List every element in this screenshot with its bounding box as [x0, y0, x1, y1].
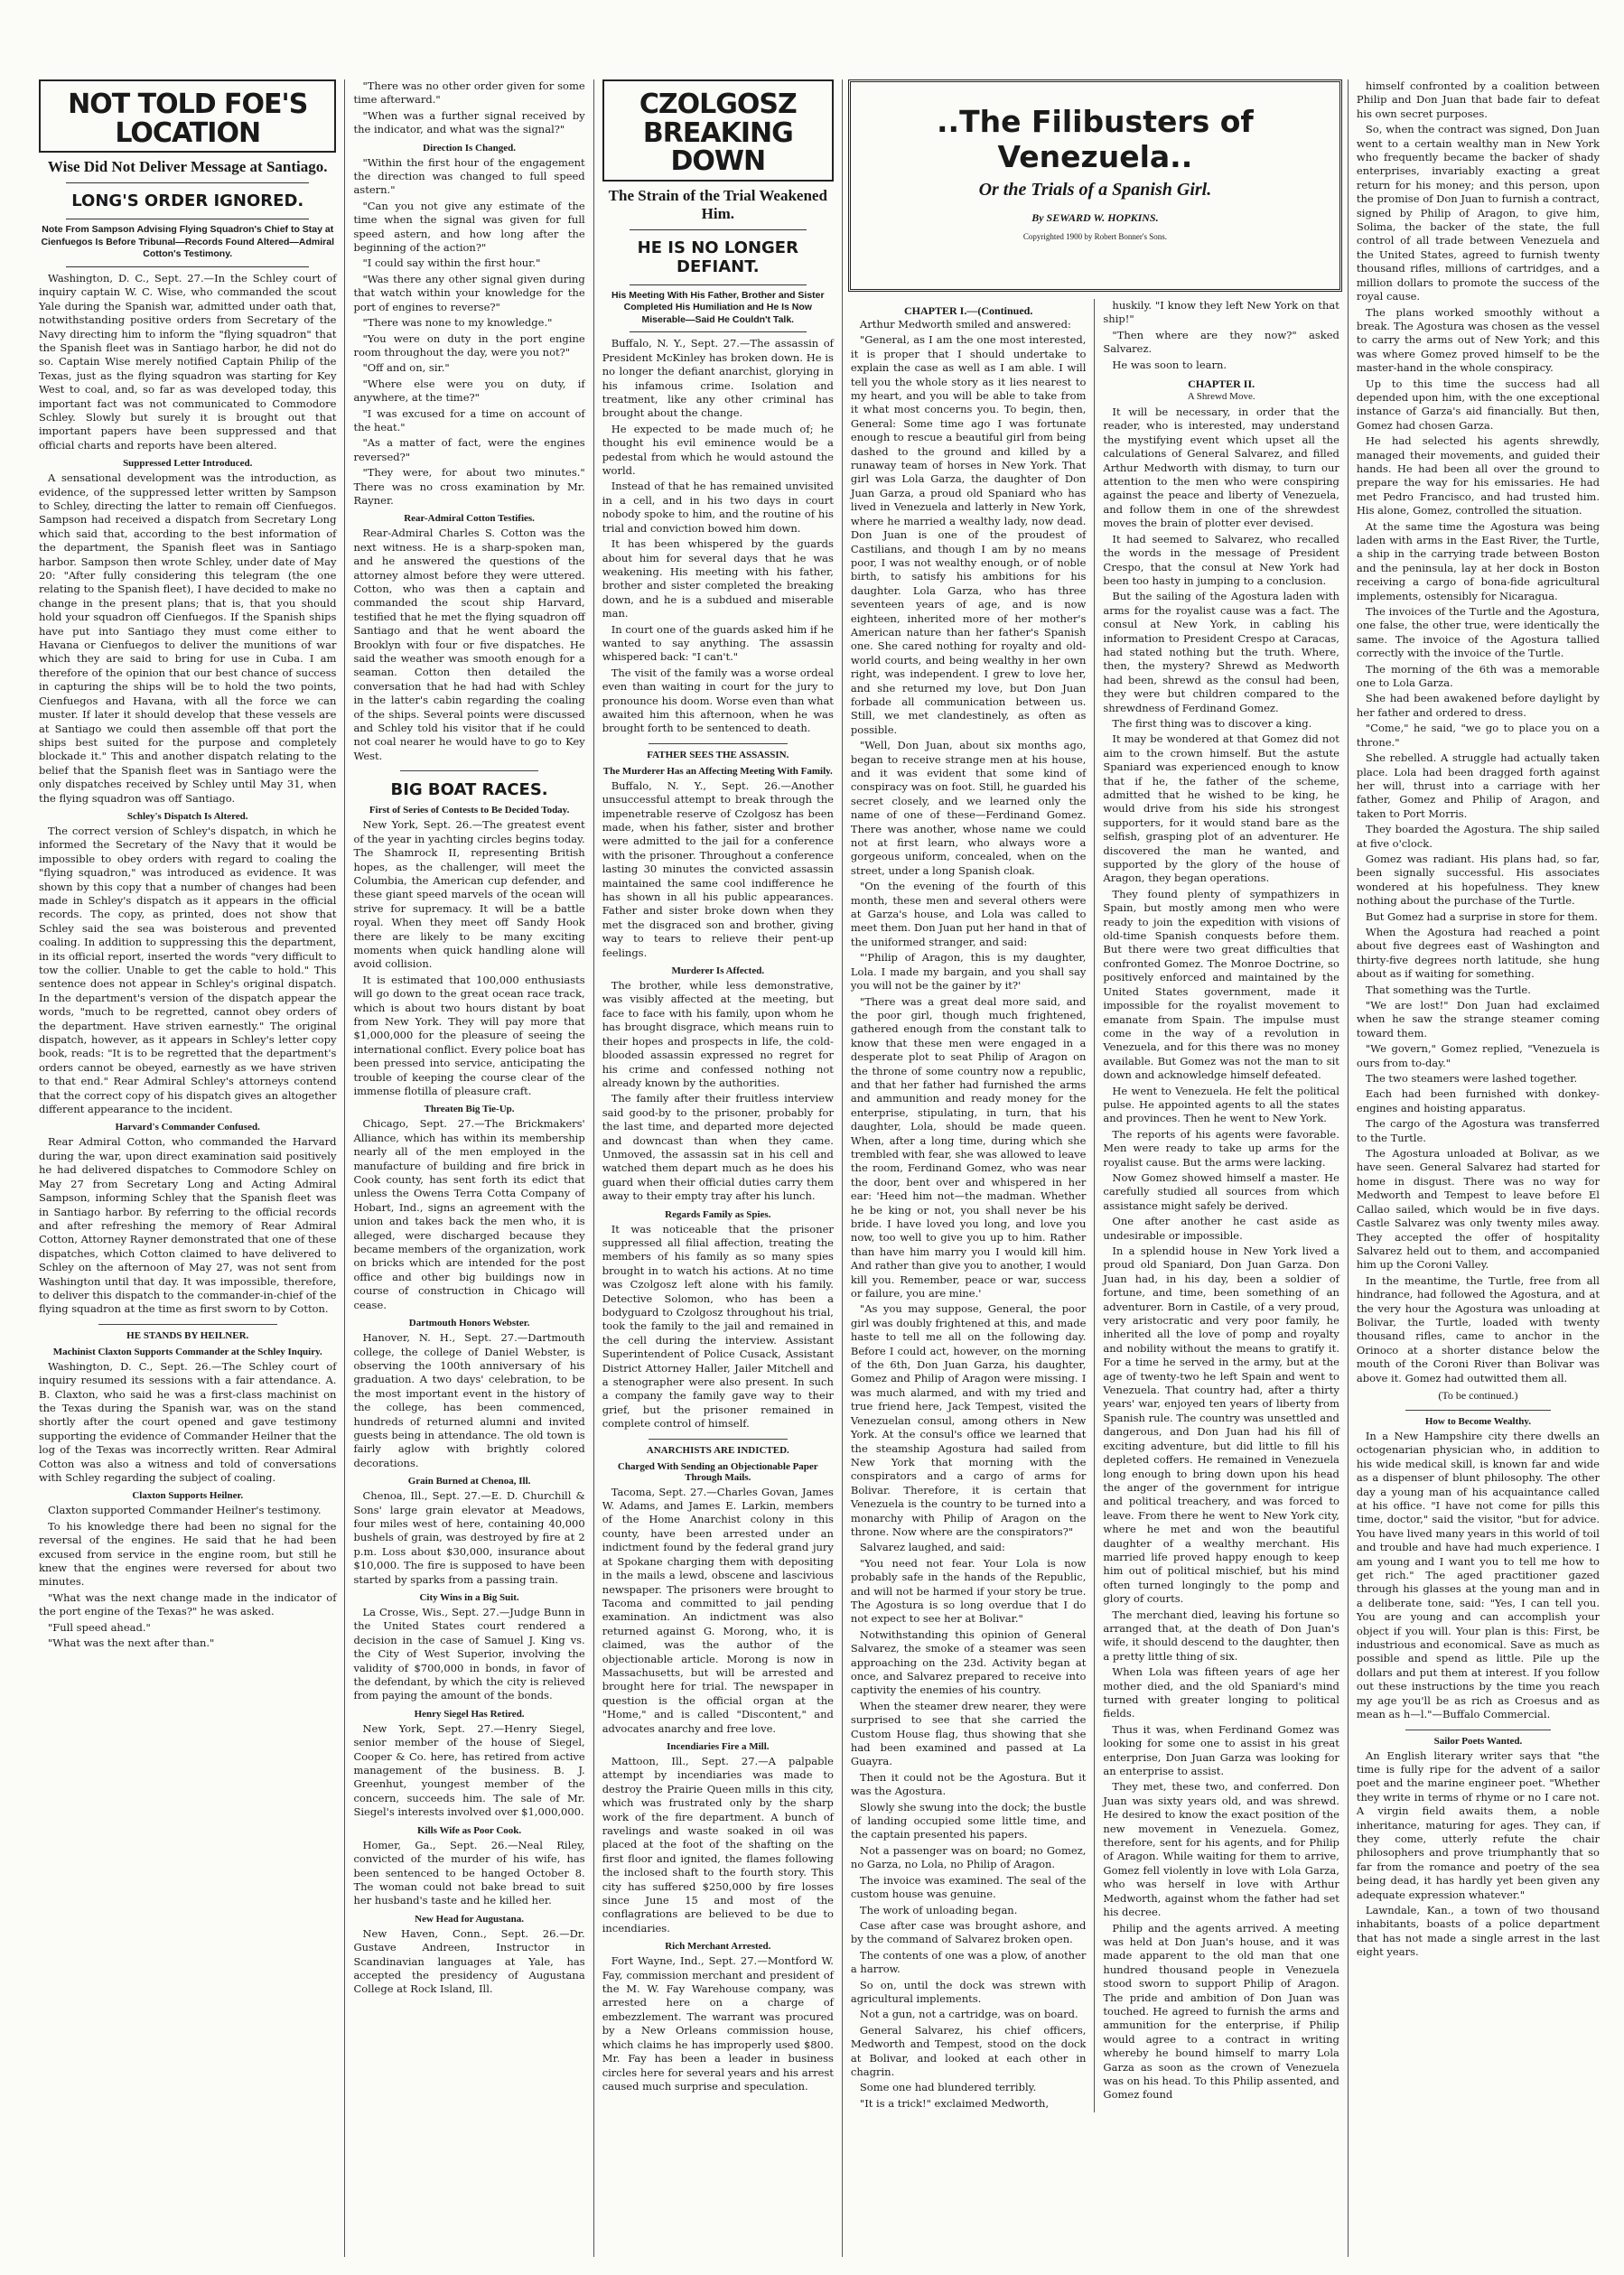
serial-title: ..The Filibusters of Venezuela.. [937, 104, 1254, 174]
serial-banner [848, 79, 1342, 292]
paragraph: "Then where are they now?" asked Salvarez. [1103, 328, 1339, 356]
paragraph: He had selected his agents shrewdly, managed their movements, and guided their hands. He had been all over the ground to prepare the way for his emissaries. He had met Pedro Francisco, and had trusted him. His alone, Gomez, controlled the situation. [1356, 434, 1600, 517]
paragraph: The work of unloading began. [859, 1903, 1018, 1916]
paragraph: In court one of the guards asked him if he wanted to say anything. The assassin whispered back: "I can't." [602, 622, 834, 664]
subhead: Schley's Dispatch Is Altered. [126, 810, 248, 822]
paragraph: Rear Admiral Cotton, who commanded the Harvard during the war, upon direct examination said positively he had delivered dispatches to Commodore Schley on May 27 from Secretary Long and Acting Admiral Sampson, informing Schley that the Spanish fleet was in Santiago harbor. By referring to the official records and after refreshing the memory of Rear Admiral Cotton, Attorney Rayner demonstrated that one of these dispatches, which Cotton claimed to have delivered to Schley on the afternoon of May 27, was not sent from Washington until that day. It was impossible, therefore, to deliver this dispatch to the commander-in-chief of the flying squadron at the time as first sworn to by Cotton. [39, 1135, 337, 1316]
paragraph: "General, as I am the one most interested, it is proper that I should undertake to explain the case as well as I am able. I will tell you the whole story as it lies nearest to my heart, and you will be able to take from it what most concerns you. To begin, then, General: Some time ago I was fortunate enough to rescue a beautiful girl from being dashed to the ground and killed by a runaway team of horses in New York. That girl was Lola Garza, the daughter of Don Juan Garza, a proud old Spaniard who has lived in Venezuela and latterly in New York, where he married a wealthy lady, now dead. Don Juan is one of the proudest of Castilians, and though I am by no means poor, I was not wealthy enough, or of noble birth, to satisfy his ambitions for his daughter. Lola Garza, who has three seventeen years of age, and is now eighteen, inherited more of her mother's American nature than her father's Spanish one. She cared nothing for royalty and old-world courts, and being wealthy in her own right, was independent. I grew to love her, and she returned my love, but Don Juan forbade all communication between us. Still, we met clandestinely, as often as possible. [850, 333, 1087, 736]
paragraph: The brother, while less demonstrative, was visibly affected at the meeting, but face to face with his family, upon whom he has brought disgrace, which means ruin to their hopes and prospects in life, the cold-blooded assassin expressed no regret for his crime and confessed nothing not already known by the authorities. [602, 979, 834, 1089]
paragraph: Case after case was brought ashore, and by the command of Salvarez broken open. [850, 1918, 1087, 1946]
to-be-continued: (To be continued.) [1438, 1388, 1518, 1402]
paragraph: "When was a further signal received by the indicator, and what was the signal?" [353, 108, 585, 136]
paragraph: When Lola was fifteen years of age her mother died, and the old Spaniard's mind turned with greater longing to political fields. [1103, 1665, 1339, 1720]
paragraph: At the same time the Agostura was being laden with arms in the East River, the Turtle, a ship in the carrying trade between Boston and the peninsula, lay at her dock in Boston receiving a cargo of bona-fide agricultural implements, ostensibly for Nicaragua. [1356, 519, 1600, 602]
paragraph: So, when the contract was signed, Don Juan went to a certain wealthy man in New York who frequently became the backer of shady enterprises, invariably exacting a great return for his money; and this person, upon the promise of Don Juan to furnish a contract, signed by Philip of Aragon, to give him, Solima, the backer of the state, the full control of all trade between Venezuela and the United States, agreed to furnish twenty thousand rifles, millions of cartridges, and a million dollars to promote the success of the royal cause. [1356, 123, 1600, 303]
paragraph: New York, Sept. 27.—Henry Siegel, senior member of the house of Siegel, Cooper & Co. here, has retired from active management of the business. B. J. Greenhut, youngest member of the concern, succeeds him. The sale of Mr. Siegel's interests involved over $1,000,000. [353, 1721, 585, 1819]
serial-column-b [1095, 299, 1347, 2112]
paragraph: "Come," he said, "we go to place you on a throne." [1356, 722, 1600, 749]
paragraph: "On the evening of the fourth of this month, these men and several others were at Garza's house, and Lola was called to meet them. Don Juan put her hand in that of the uniformed stranger, and said: [850, 880, 1087, 948]
subhead: HE STANDS BY HEILNER. [126, 1329, 249, 1341]
deck: LONG'S ORDER IGNORED. [71, 191, 304, 210]
column-news-briefs [345, 79, 593, 2257]
serial-column-a [843, 299, 1095, 2112]
deck: HE IS NO LONGER DEFIANT. [637, 238, 798, 276]
paragraph: Mattoon, Ill., Sept. 27.—A palpable attempt by incendiaries was made to destroy the Prairie Queen mills in this city, which was frustrated only by the sharp work of the fire department. A bunch of ravelings and waste soaked in oil was placed at the foot of the shafting on the first floor and ignited, the flames following the inclosed shaft to the fourth story. This city has suffered $250,000 by fire losses since June 15 and most of the conflagrations are believed to be due to incendiaries. [602, 1754, 834, 1935]
paragraph: It has been whispered by the guards about him for several days that he was weakening. His meeting with his father, brother and sister completed the breaking down, and he is a subdued and miserable man. [602, 537, 834, 620]
subhead: FATHER SEES THE ASSASSIN. [647, 749, 789, 760]
deck: The Strain of the Trial Weakened Him. [608, 186, 827, 222]
paragraph: Lawndale, Kan., a town of two thousand inhabitants, boasts of a police department that has not made a single arrest in the last eight years. [1356, 1903, 1600, 1959]
paragraph: The family after their fruitless interview said good-by to the prisoner, probably for the last time, and departed more dejected and downcast than when they came. Unmoved, the assassin sat in his cell and watched them depart much as he does his guard when their official duties carry them away to their empty tray after his lunch. [602, 1092, 834, 1203]
paragraph: Salvarez laughed, and said: [859, 1541, 1005, 1554]
paragraph: "Was there any other signal given during that watch within your knowledge for the port of engines to reverse?" [353, 272, 585, 313]
serial-subtitle: Or the Trials of a Spanish Girl. [978, 180, 1212, 200]
sub-deck: Note From Sampson Advising Flying Squadron's Chief to Stay at Cienfuegos Is Before Tribunal—Records Found Altered—Admiral Cotton's Testimony. [41, 224, 335, 260]
paragraph: She had been awakened before daylight by her father and ordered to dress. [1356, 692, 1600, 719]
subhead: First of Series of Contests to Be Decided Today. [369, 805, 570, 816]
paragraph: "Full speed ahead." [48, 1620, 151, 1634]
paragraph: Up to this time the success had all depended upon him, with the one exceptional instance of Garza's aid financially. But then, Gomez had chosen Garza. [1356, 377, 1600, 432]
subhead: Kills Wife as Poor Cook. [416, 1824, 522, 1836]
paragraph: That something was the Turtle. [1365, 983, 1531, 996]
paragraph: Slowly she swung into the dock; the bustle of landing occupied some little time, and the captain presented his papers. [850, 1800, 1087, 1841]
subhead: Direction Is Changed. [423, 142, 516, 154]
paragraph: "You were on duty in the port engine room throughout the day, were you not?" [353, 331, 585, 359]
subhead: Rich Merchant Arrested. [665, 1941, 771, 1953]
paragraph: Gomez was radiant. His plans had, so far, been signally successful. His associates wondered at his hopefulness. They knew nothing about the purchase of the Turtle. [1356, 852, 1600, 908]
subhead: Charged With Sending an Objectionable Paper Through Mails. [617, 1460, 818, 1483]
paragraph: But Gomez had a surprise in store for them. [1365, 909, 1598, 923]
chapter-subtitle: A Shrewd Move. [1187, 391, 1255, 403]
paragraph: The cargo of the Agostura was transferred to the Turtle. [1356, 1117, 1600, 1144]
paragraph: One after another he cast aside as undesirable or impossible. [1103, 1215, 1339, 1242]
column-serial-story [843, 79, 1349, 2257]
paragraph: himself confronted by a coalition between Philip and Don Juan that bade fair to defeat his own secret purposes. [1356, 79, 1600, 120]
paragraph: They found plenty of sympathizers in Spain, but mostly among men who were ready to join the expedition with visions of old-time Spanish conquests before them. But there were two great difficulties that confronted Gomez. The Monroe Doctrine, so positively enforced and maintained by the United States government, made it impossible for the royalist movement to emanate from Spain. The impulse must come in the way of a revolution in Venezuela, and for this there was no money available. But Gomez was not the man to sit down and acknowledge himself defeated. [1103, 887, 1339, 1082]
paragraph: Instead of that he has remained unvisited in a cell, and in his two days in court nobody spoke to him, and the routine of his trial and conviction bowed him down. [602, 480, 834, 535]
paragraph: "We are lost!" Don Juan had exclaimed when he saw the strange steamer coming toward them. [1356, 999, 1600, 1040]
paragraph: A sensational development was the introduction, as evidence, of the suppressed letter written by Sampson to Schley, directing the latter to remain off Cienfuegos. Sampson had received a dispatch from Secretary Long which said that, according to the best information of the department, the Spanish fleet was in Santiago harbor. Sampson then wrote Schley, under date of May 20: "After fully considering this telegram (the one relating to the Spanish fleet), I have decided to make no change in the present plans; that is, that you should hold your squadron off Cienfuegos. If the Spanish ships have put into Santiago they must come either to Havana or Cienfuegos to deliver the munitions of war which they are said to bring for use in Cuba. I am therefore of the opinion that our best chance of success in capturing the ships will be to hold the two points, Cienfuegos and Havana, with all the force we can muster. If later it should develop that these vessels are at Santiago we could then assemble off that port the ships best suited for the purpose and completely blockade it." This and another dispatch relating to the belief that the Spanish fleet was in Santiago were the only dispatches received by Schley until May 31, when the flying squadron was off Santiago. [39, 471, 337, 805]
subhead: Murderer Is Affected. [671, 965, 765, 977]
paragraph: He went to Venezuela. He felt the political pulse. He appointed agents to all the states and provinces. Then he went to New York. [1103, 1084, 1339, 1125]
copyright: Copyrighted 1900 by Robert Bonner's Sons. [1022, 232, 1167, 241]
paragraph: It may be wondered at that Gomez did not aim to the crown himself. But the astute Spaniard was experienced enough to know that if he, the father of the scheme, admitted that he wished to be king, he would drive from his side his strongest supporters, for it would stand bare as the selfish, grasping plot of an adventurer. He discovered the man he wanted, and supported by the glory of the house of Aragon, they began operations. [1103, 732, 1339, 885]
paragraph: Rear-Admiral Charles S. Cotton was the next witness. He is a sharp-spoken man, and he answered the questions of the attorney almost before they were uttered. Cotton, who was then a captain and commanded the scout ship Harvard, testified that he met the flying squadron off Santiago and that he went aboard the Brooklyn with four or five dispatches. He said the weather was smooth enough for a seaman. Cotton then detailed the conversation that he had had with Schley in the latter's cabin regarding the coaling of the ships. Several points were discussed and Schley told his visitor that if he could not coal nearer he would have to go to Key West. [353, 527, 585, 762]
headline: BIG BOAT RACES. [390, 780, 548, 800]
paragraph: Then it could not be the Agostura. But it was the Agostura. [850, 1770, 1087, 1798]
subhead: Suppressed Letter Introduced. [123, 458, 253, 470]
subhead: How to Become Wealthy. [1424, 1415, 1531, 1427]
paragraph: "Off and on, sir." [362, 361, 450, 375]
paragraph: The invoice was examined. The seal of the custom house was genuine. [850, 1873, 1087, 1901]
column-schley-inquiry [31, 79, 345, 2257]
paragraph: Buffalo, N. Y., Sept. 26.—Another unsuccessful attempt to break through the impenetrable reserve of Czolgosz has been made, when his father, sister and brother were admitted to the jail for a conference with the prisoner. Throughout a conference lasting 30 minutes the convicted assassin maintained the same cool indifference he has shown in all his public appearances. Father and sister broke down when they met the disgraced son and brother, giving way to tears to relieve their pent-up feelings. [602, 779, 834, 959]
paragraph: It was noticeable that the prisoner suppressed all filial affection, treating the members of his family as so many spies brought in to watch his actions. At no time was Czolgosz left alone with his family. Detective Solomon, who has been a bodyguard to Czolgosz throughout his trial, took the family to the jail and remained in the cell during the interview. Assistant Superintendent of Police Cusack, Assistant District Attorney Haller, Jailer Mitchell and a stenographer were also present. In such a company the family gave way to their grief, but the prisoner remained in complete control of himself. [602, 1222, 834, 1431]
paragraph: She rebelled. A struggle had actually taken place. Lola had been dragged forth against her will, thrust into a carriage with her father, Gomez and Philip of Aragon, and taken to Port Morris. [1356, 751, 1600, 820]
column-czolgosz [594, 79, 843, 2257]
subhead: Threaten Big Tie-Up. [424, 1104, 515, 1115]
paragraph: Tacoma, Sept. 27.—Charles Govan, James W. Adams, and James E. Larkin, members of the Home Anarchist colony in this county, have been arrested under an indictment found by the federal grand jury at Spokane charging them with depositing in the mails a lewd, obscene and lascivious newspaper. The prisoners were brought to Tacoma and committed to jail pending examination. An indictment was also returned against G. Morong, who, it is claimed, was the author of the objectionable article. Morong is now in Massachusetts, but will be arrested and brought here for trial. The newspaper in question is the official organ at the "Home," and is called "Discontent," and advocates anarchy and free love. [602, 1485, 834, 1735]
paragraph: Thus it was, when Ferdinand Gomez was looking for some one to assist in his great enterprise, Don Juan Garza was looking for an enterprise to assist. [1103, 1722, 1339, 1778]
paragraph: Notwithstanding this opinion of General Salvarez, the smoke of a steamer was seen approaching on the 23d. Activity began at once, and Salvarez prepared to receive into captivity the enemies of his country. [850, 1627, 1087, 1697]
paragraph: General Salvarez, his chief officers, Medworth and Tempest, stood on the dock at Bolivar, and looked at each other in chagrin. [850, 2023, 1087, 2078]
paragraph: An English literary writer says that "the time is fully ripe for the advent of a sailor poet and the marine engineer poet. "Whether they write in terms of rhyme or no I care not. A virgin field awaits them, a noble inheritance, maturing for ages. They can, if they come, utterly refute the chair philosophers and prove triumphantly that so far from the romance and poetry of the sea being dead, it has hardly yet been given any adequate expression whatever." [1356, 1748, 1600, 1901]
subhead: ANARCHISTS ARE INDICTED. [646, 1444, 789, 1456]
paragraph: Homer, Ga., Sept. 26.—Neal Riley, convicted of the murder of his wife, has been sentenced to be hanged October 8. The woman could not bake bread to suit her husband's taste and he killed her. [353, 1838, 585, 1907]
paragraph: "There was no other order given for some time afterward." [353, 79, 585, 107]
paragraph: Fort Wayne, Ind., Sept. 27.—Montford W. Fay, commission merchant and president of the M. W. Fay Warehouse company, was arrested here on a charge of embezzlement. The warrant was procured by a New Orleans commission house, which claims he has improperly used $800. Mr. Fay has been a leader in business circles here for several years and his arrest caused much surprise and speculation. [602, 1954, 834, 2093]
paragraph: "Within the first hour of the engagement the direction was changed to full speed astern." [353, 155, 585, 197]
paragraph: The Agostura unloaded at Bolivar, as we have seen. General Salvarez had started for home in disgust. There was no way for Medworth and Tempest to leave before El Callao sailed, which would be in five days. Castle Salvarez was only twenty miles away. They accepted the offer of hospitality Salvarez held out to them, and accompanied him up the Coroni Valley. [1356, 1147, 1600, 1272]
paragraph: "You need not fear. Your Lola is now probably safe in the hands of the Republic, and will not be harmed if your story be true. The Agostura is so long overdue that I do not expect to see her at Bolivar." [850, 1556, 1087, 1626]
paragraph: "Can you not give any estimate of the time when the signal was given for full speed astern, and how long after the beginning of the action?" [353, 199, 585, 255]
paragraph: huskily. "I know they left New York on that ship!" [1103, 299, 1339, 326]
paragraph: It will be necessary, in order that the reader, who is interested, may understand the mystifying event which upset all the calculations of General Salvarez, and filled Arthur Medworth with dismay, to turn our attention to the men who were conspiring against the peace and liberty of Venezuela, and follow them in one of the shrewdest moves the brain of plotter ever devised. [1103, 406, 1339, 530]
paragraph: To his knowledge there had been no signal for the reversal of the engines. He said that he had been excused from service in the engine room, but still he knew that the engines were reversed for about two minutes. [39, 1519, 337, 1589]
byline: By SEWARD W. HOPKINS. [1031, 211, 1159, 224]
paragraph: "I could say within the first hour." [362, 256, 541, 270]
paragraph: The merchant died, leaving his fortune so arranged that, at the death of Don Juan's wife, it should descend to the daughter, then a pretty little thing of six. [1103, 1608, 1339, 1663]
deck: Wise Did Not Deliver Message at Santiago. [47, 158, 328, 175]
subhead: The Murderer Has an Affecting Meeting With Family. [602, 765, 833, 777]
paragraph: "As a matter of fact, were the engines reversed?" [353, 436, 585, 463]
headline: CZOLGOSZ BREAKING DOWN [639, 89, 797, 177]
paragraph: In a New Hampshire city there dwells an octogenarian physician who, in addition to his wide medical skill, is known far and wide as a dispenser of blunt philosophy. The other day a young man of his acquaintance called at his office. "I have not come for pills this time, doctor," said the visitor, "but for advice. You have lived many years in this world of toil and trouble and have had much experience. I am young and I want you to tell me how to get rich." The aged practitioner gazed through his glasses at the young man and in a deliberate tone, said: "Yes, I can tell you. You are young and can accomplish your object if you will. Your plan is this: First, be industrious and economical. Save as much as possible and spend as little. Pile up the dollars and put them at interest. If you follow out these instructions by the time you reach my age you'll be as rich as Croesus and as mean as h—l."—Buffalo Commercial. [1356, 1429, 1600, 1721]
paragraph: "It is a trick!" exclaimed Medworth, [859, 2096, 1050, 2110]
subhead: Dartmouth Honors Webster. [408, 1318, 530, 1329]
sub-deck: His Meeting With His Father, Brother and Sister Completed His Humiliation and He Is Now Miserable—Said He Couldn't Talk. [611, 289, 825, 325]
paragraph: "Where else were you on duty, if anywhere, at the time?" [353, 377, 585, 405]
paragraph: It had seemed to Salvarez, who recalled the words in the message of President Crespo, that the consul at New York had been too hasty in jumping to a conclusion. [1103, 532, 1339, 587]
paragraph: "What was the next after than." [48, 1636, 215, 1650]
paragraph: "There was none to my knowledge." [362, 316, 553, 330]
paragraph: Claxton supported Commander Heilner's testimony. [48, 1504, 322, 1517]
paragraph: When the Agostura had reached a point about five degrees east of Washington and thirty-five degrees north latitude, she hung about as if waiting for something. [1356, 925, 1600, 981]
subhead: Machinist Claxton Supports Commander at the Schley Inquiry. [52, 1346, 322, 1357]
paragraph: In the meantime, the Turtle, free from all hindrance, had followed the Agostura, and at the very hour the Agostura was unloading at Bolivar, the Turtle, loaded with twenty thousand rifles, came to anchor in the Orinoco at a shorter distance below the mouth of the Coroni River than Bolivar was above it. Gomez had outwitted them all. [1356, 1273, 1600, 1385]
paragraph: "Well, Don Juan, about six months ago, began to receive strange men at his house, and it was evident that some kind of conspiracy was on foot. Still, he guarded his secret closely, and we learned only the name of one of these—Ferdinand Gomez. There was another, whose name we could not at first learn, who always wore a gorgeous uniform, concealed, when on the street, under a long Spanish cloak. [850, 739, 1087, 877]
paragraph: Each had been furnished with donkey-engines and hoisting apparatus. [1356, 1087, 1600, 1114]
subhead: Rear-Admiral Cotton Testifies. [404, 513, 535, 525]
subhead: Grain Burned at Chenoa, Ill. [407, 1476, 531, 1487]
paragraph: "I was excused for a time on account of the heat." [353, 406, 585, 434]
column-serial-continued [1349, 79, 1608, 2257]
paragraph: Arthur Medworth smiled and answered: [859, 318, 1071, 331]
paragraph: "We govern," Gomez replied, "Venezuela is ours from to-day." [1356, 1042, 1600, 1069]
paragraph: But the sailing of the Agostura laden with arms for the royalist cause was a fact. The consul at New York, in cabling his information to President Crespo at Caracas, had stated nothing but the truth. Where, then, the mystery? Shrewd as Medworth had been, shrewd as the consul had been, they were but children compared to the shrewdness of Ferdinand Gomez. [1103, 590, 1339, 714]
chapter-heading: CHAPTER II. [1188, 378, 1255, 391]
paragraph: When the steamer drew nearer, they were surprised to see that she carried the Custom House flag, thus showing that she had been examined and passed at La Guayra. [850, 1699, 1087, 1768]
headline: NOT TOLD FOE'S LOCATION [68, 89, 308, 149]
subhead: Henry Siegel Has Retired. [414, 1708, 525, 1720]
paragraph: So on, until the dock was strewn with agricultural implements. [850, 1978, 1087, 2005]
headline-box [602, 79, 834, 182]
paragraph: The contents of one was a plow, of another a harrow. [850, 1948, 1087, 1976]
paragraph: La Crosse, Wis., Sept. 27.—Judge Bunn in the United States court rendered a decision in the case of Samuel J. King vs. the City of West Superior, involving the validity of $700,000 in bonds, in favor of the defendant, by which the city is relieved from paying the amount of the bonds. [353, 1606, 585, 1702]
paragraph: New York, Sept. 26.—The greatest event of the year in yachting circles begins today. The Shamrock II, representing British hopes, as the challenger, will meet the Columbia, the American cup defender, and these giant speed marvels of the ocean will strive for supremacy. It will be a battle royal. When they meet off Sandy Hook there are likely to be many exciting moments when quick handling alone will avoid collision. [353, 818, 585, 971]
paragraph: Chicago, Sept. 27.—The Brickmakers' Alliance, which has within its membership nearly all of the men employed in the manufacture of building and fire brick in Cook county, has sent forth its edict that unless the Owens Terra Cotta Company of Hobart, Ind., signs an agreement with the union and takes back the men who, it is alleged, were discharged because they became members of the organization, work on bricks which are intended for the post office and other big buildings now in course of construction in Chicago will cease. [353, 1117, 585, 1311]
paragraph: Now Gomez showed himself a master. He carefully studied all sources from which assistance might safely be derived. [1103, 1170, 1339, 1212]
paragraph: "As you may suppose, General, the poor girl was doubly frightened at this, and made haste to tell me all on the following day. Before I could act, however, on the morning of the 6th, Don Juan Garza, his daughter, Gomez and Philip of Aragon were missing. I was much alarmed, and with my tried and true friend here, Jack Tempest, visited the Venezuelan consul, among others in New York. At the consul's office we learned that the steamship Agostura had sailed from New York that morning with the conspirators and a cargo of arms for Bolivar. Therefore, it is certain that Venezuela is the country to be turned into a monarchy with Philip of Aragon on the throne. Now where are the conspirators?" [850, 1302, 1087, 1538]
paragraph: He expected to be made much of; he thought his evil eminence would be a pedestal from which he would astound the world. [602, 422, 834, 478]
paragraph: He was soon to learn. [1112, 358, 1227, 371]
paragraph: "There was a great deal more said, and the poor girl, though much frightened, gathered enough from the constant talk to know that these men were engaged in a desperate plot to seat Philip of Aragon on the throne of some country now a republic, and that her father had furnished the arms and ammunition and ready money for the enterprise, stipulating, in turn, that his daughter, Lola, should be made queen. When, after a long time, during which she trembled with fear, she was allowed to leave the room, Ferdinand Gomez, who was near the door, bent over and whispered in her ear: 'Heed him not—the madman. Whether he be king or not, you shall never be his bride. I have loved you long, and love you now, too well to give you up to him. Rather than have him marry you I would kill him. And rather than give you to another, I would kill you. Remember, peace or war, success or failure, you are mine.' [850, 994, 1087, 1301]
paragraph: The first thing was to discover a king. [1112, 716, 1312, 730]
headline-box [39, 79, 336, 153]
subhead: Harvard's Commander Confused. [115, 1122, 260, 1133]
paragraph: The reports of his agents were favorable. Men were ready to take up arms for the royalist cause. But the arms were lacking. [1103, 1127, 1339, 1169]
paragraph: Not a passenger was on board; no Gomez, no Garza, no Lola, no Philip of Aragon. [850, 1843, 1087, 1871]
paragraph: In a splendid house in New York lived a proud old Spaniard, Don Juan Garza. Don Juan had, in his day, been a soldier of fortune, and time, been something of an adventurer. Born in Castile, of a very proud, very aristocratic and very poor family, he inherited all the love of pomp and royalty and nobility without the means to gratify it. For a time he served in the army, but at the age of twenty-two he left Spain and went to Venezuela. That country had, after a thirty years' war, enjoyed ten years of liberty from Spanish rule. The country was unsettled and dangerous, and Don Juan had his fill of exciting adventure, but did little to fill his depleted coffers. He remained in Venezuela long enough to bring down upon his head the anger of the government for intrigue and political treachery, and was forced to leave. From there he went to New York city, where he met and won the beautiful daughter of a wealthy merchant. His married life proved happy enough to keep him out of political mischief, but his mind often turned longingly to the pomp and glory of courts. [1103, 1245, 1339, 1606]
paragraph: Chenoa, Ill., Sept. 27.—E. D. Churchill & Sons' large grain elevator at Meadows, four miles west of here, containing 40,000 bushels of grain, was destroyed by fire at 2 p.m. Loss about $30,000, insurance about $10,000. The fire is supposed to have been started by sparks from a passing train. [353, 1489, 585, 1586]
subhead: Claxton Supports Heilner. [132, 1490, 244, 1502]
paragraph: The two steamers were lashed together. [1365, 1072, 1578, 1086]
paragraph: They met, these two, and conferred. Don Juan was sixty years old, and was shrewd. He desired to know the exact position of the new movement in Venezuela. Gomez, therefore, sent for his agents, and for Philip of Aragon. While waiting for them to arrive, Gomez fell violently in love with Lola Garza, who was herself in love with Arthur Medworth, against whom the father had set his decree. [1103, 1780, 1339, 1919]
paragraph: The plans worked smoothly without a break. The Agostura was chosen as the vessel to carry the arms out of New York; and this was where Gomez proved himself to be the master-hand in the whole conspiracy. [1356, 305, 1600, 375]
paragraph: Buffalo, N. Y., Sept. 27.—The assassin of President McKinley has broken down. He is no longer the defiant anarchist, glorying in his infamous crime. Isolation and treatment, like any other criminal has brought about the change. [602, 337, 834, 420]
paragraph: "What was the next change made in the indicator of the port engine of the Texas?" he was asked. [39, 1590, 337, 1618]
paragraph: Washington, D. C., Sept. 27.—In the Schley court of inquiry captain W. C. Wise, who commanded the scout Yale during the Spanish war, admitted under oath that, notwithstanding positive orders from Secretary of the Navy directing him to inform the "flying squadron" that the Spanish fleet was in Santiago harbor, he did not do so. Captain Wise merely notified Captain Philip of the Texas, just as the flying squadron was starting for Key West to coal, and, so far as was developed today, this important fact was not communicated to Commodore Schley. Slowly but surely it is brought out that important papers have been suppressed and that official charts and reports have been altered. [39, 271, 337, 452]
subhead: City Wins in a Big Suit. [419, 1592, 519, 1603]
paragraph: The invoices of the Turtle and the Agostura, one false, the other true, were identically the same. The invoice of the Agostura tallied correctly with the invoice of the Turtle. [1356, 605, 1600, 660]
paragraph: The visit of the family was a worse ordeal even than waiting in court for the jury to pronounce his doom. Worse even than what awaited him this afternoon, when he was brought forth to be sentenced to death. [602, 666, 834, 735]
chapter-heading: CHAPTER I.—(Continued. [903, 304, 1033, 317]
subhead: New Head for Augustana. [415, 1913, 524, 1925]
paragraph: It is estimated that 100,000 enthusiasts will go down to the great ocean race track, which is about two hours distant by boat from New York. They will pay more that $1,000,000 for the pleasure of seeing the international conflict. Every police boat has been pressed into service, anticipating the trouble of keeping the course clear of the immense flotilla of pleasure craft. [353, 973, 585, 1097]
paragraph: New Haven, Conn., Sept. 26.—Dr. Gustave Andreen, Instructor in Scandinavian languages at Yale, has accepted the presidency of Augustana College at Rock Island, Ill. [353, 1926, 585, 1996]
paragraph: They boarded the Agostura. The ship sailed at five o'clock. [1356, 823, 1600, 850]
paragraph: Not a gun, not a cartridge, was on board. [859, 2008, 1078, 2021]
paragraph: The morning of the 6th was a memorable one to Lola Garza. [1356, 662, 1600, 690]
subhead: Sailor Poets Wanted. [1433, 1735, 1523, 1747]
paragraph: Washington, D. C., Sept. 26.—The Schley court of inquiry resumed its sessions with a fair attendance. A. B. Claxton, who said he was a first-class machinist on the Texas during the Spanish war, was on the stand shortly after the court opened and gave testimony supporting the evidence of Commander Heilner that the log of the Texas was incorrectly written. Rear Admiral Cotton was also a witness and told of conversations with Schley regarding the subject of coaling. [39, 1359, 337, 1485]
paragraph: The correct version of Schley's dispatch, in which he informed the Secretary of the Navy that it would be impossible to obey orders with regard to coaling the "flying squadron," was introduced as evidence. It was shown by this copy that a number of changes had been made in Schley's dispatch as it appears in the official records. The copy, as printed, does not show that Schley said the sea was boisterous and prevented coaling. In addition to suppressing this the department, in its official report, inserted the words "very difficult to tow the collier. Unable to get the cable to hold." This sentence does not appear in Schley's original dispatch. In the department's version of the dispatch appear the words, "much to be regretted, cannot obey orders of the department. Have striven earnestly." The original dispatch, however, as it appears in Schley's letter copy book, reads: "It is to be regretted that the department's orders cannot be obeyed, earnestly as we have striven to that end." Rear Admiral Schley's attorneys contend that the correct copy of his dispatch gives an altogether different appearance to the incident. [39, 824, 337, 1116]
subhead: Incendiaries Fire a Mill. [667, 1740, 770, 1752]
paragraph: Philip and the agents arrived. A meeting was held at Don Juan's house, and it was made apparent to the old man that one hundred thousand people in Venezuela stood sworn to support Philip of Aragon. The pride and ambition of Don Juan was touched. He agreed to furnish the arms and ammunition for the enterprise, if Philip would agree to a contract in writing whereby he bound himself to marry Lola Garza as soon as the crown of Venezuela was on his head. To this Philip assented, and Gomez found [1103, 1921, 1339, 2102]
paragraph: "They were, for about two minutes." There was no cross examination by Mr. Rayner. [353, 466, 585, 507]
paragraph: Hanover, N. H., Sept. 27.—Dartmouth college, the college of Daniel Webster, is observing the 100th anniversary of his graduation. A two days' celebration, to be the most important event in the history of the college, has been commenced, hundreds of returned alumni and invited guests being in attendance. The old town is fairly aglow with brightly colored decorations. [353, 1331, 585, 1469]
paragraph: Some one had blundered terribly. [859, 2081, 1037, 2094]
subhead: Regards Family as Spies. [665, 1208, 771, 1220]
paragraph: "'Philip of Aragon, this is my daughter, Lola. I made my bargain, and you shall say you will not be the gainer by it?' [850, 951, 1087, 993]
